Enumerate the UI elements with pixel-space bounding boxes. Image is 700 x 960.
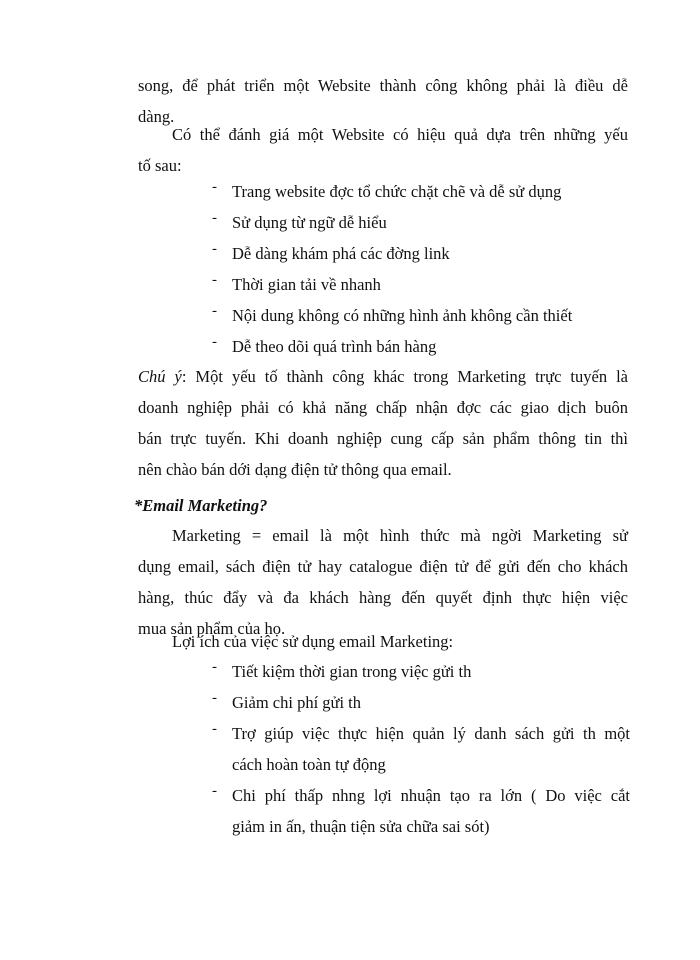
list-item-text: Trợ giúp việc thực hiện quản lý danh sách gửi th một xyxy=(232,724,630,743)
list-item xyxy=(210,331,630,362)
dash-bullet-icon: - xyxy=(212,334,217,350)
note-line-1-text: : Một yếu tố thành công khác trong Marketing trực tuyến là xyxy=(181,367,628,386)
intro-line-2: dàng. xyxy=(138,107,175,126)
list-item-text: Dễ theo dõi quá trình bán hàng xyxy=(232,337,437,356)
dash-bullet-icon: - xyxy=(212,659,217,675)
dash-bullet-icon: - xyxy=(212,303,217,319)
list-item xyxy=(210,207,630,238)
list-item xyxy=(210,269,630,300)
note-line-4: nên chào bán dới dạng điện tử thông qua email. xyxy=(138,460,452,479)
list-item xyxy=(210,656,630,687)
list-item-text: Giảm chi phí gửi th xyxy=(232,693,362,712)
list-item-text: Chi phí thấp nhng lợi nhuận tạo ra lớn ( Do việc cắt xyxy=(232,786,630,805)
benefits-lead-line: Lợi ích của việc sử dụng email Marketing: xyxy=(172,632,454,651)
dash-bullet-icon: - xyxy=(212,179,217,195)
criteria-lead-line-2: tố sau: xyxy=(138,156,182,175)
list-item xyxy=(210,300,630,331)
definition-line-4: mua sản phẩm của họ. xyxy=(138,619,286,638)
dash-bullet-icon: - xyxy=(212,210,217,226)
list-item-text-continued: cách hoàn toàn tự động xyxy=(232,755,386,774)
list-item xyxy=(210,176,630,207)
dash-bullet-icon: - xyxy=(212,241,217,257)
criteria-lead-line-1: Có thể đánh giá một Website có hiệu quả dựa trên những yếu xyxy=(172,125,628,144)
list-item xyxy=(210,687,630,718)
note-label: Chú ý xyxy=(138,367,182,386)
definition-line-3: hàng, thúc đẩy và đa khách hàng đến quyết định thực hiện việc xyxy=(138,588,628,607)
definition-line-2: dụng email, sách điện tử hay catalogue điện tử để gửi đến cho khách xyxy=(138,557,628,576)
dash-bullet-icon: - xyxy=(212,690,217,706)
note-line-1 xyxy=(138,361,628,392)
list-item-text: Nội dung không có những hình ảnh không cần thiết xyxy=(232,306,573,325)
list-item-text: Sử dụng từ ngữ dễ hiểu xyxy=(232,213,387,232)
benefits-list xyxy=(210,656,630,842)
list-item xyxy=(210,780,630,842)
note-line-3: bán trực tuyến. Khi doanh nghiệp cung cấp sản phẩm thông tin thì xyxy=(138,429,628,448)
list-item-text: Trang website đợc tổ chức chặt chẽ và dễ sử dụng xyxy=(232,182,562,201)
criteria-list xyxy=(210,176,630,362)
note-paragraph xyxy=(138,361,628,485)
list-item-text: Dễ dàng khám phá các đờng link xyxy=(232,244,450,263)
list-item-text: Thời gian tải về nhanh xyxy=(232,275,381,294)
intro-line-1: song, để phát triển một Website thành công không phải là điều dễ xyxy=(138,76,628,95)
definition-line-1: Marketing = email là một hình thức mà ngời Marketing sử xyxy=(172,526,628,545)
note-line-2: doanh nghiệp phải có khả năng chấp nhận đợc các giao dịch buôn xyxy=(138,398,628,417)
section-heading: *Email Marketing? xyxy=(134,496,268,515)
dash-bullet-icon: - xyxy=(212,721,217,737)
list-item-text: Tiết kiệm thời gian trong việc gửi th xyxy=(232,662,472,681)
dash-bullet-icon: - xyxy=(212,272,217,288)
list-item xyxy=(210,718,630,780)
list-item-text-continued: giảm in ấn, thuận tiện sửa chữa sai sót) xyxy=(232,817,490,836)
list-item xyxy=(210,238,630,269)
dash-bullet-icon: - xyxy=(212,783,217,799)
